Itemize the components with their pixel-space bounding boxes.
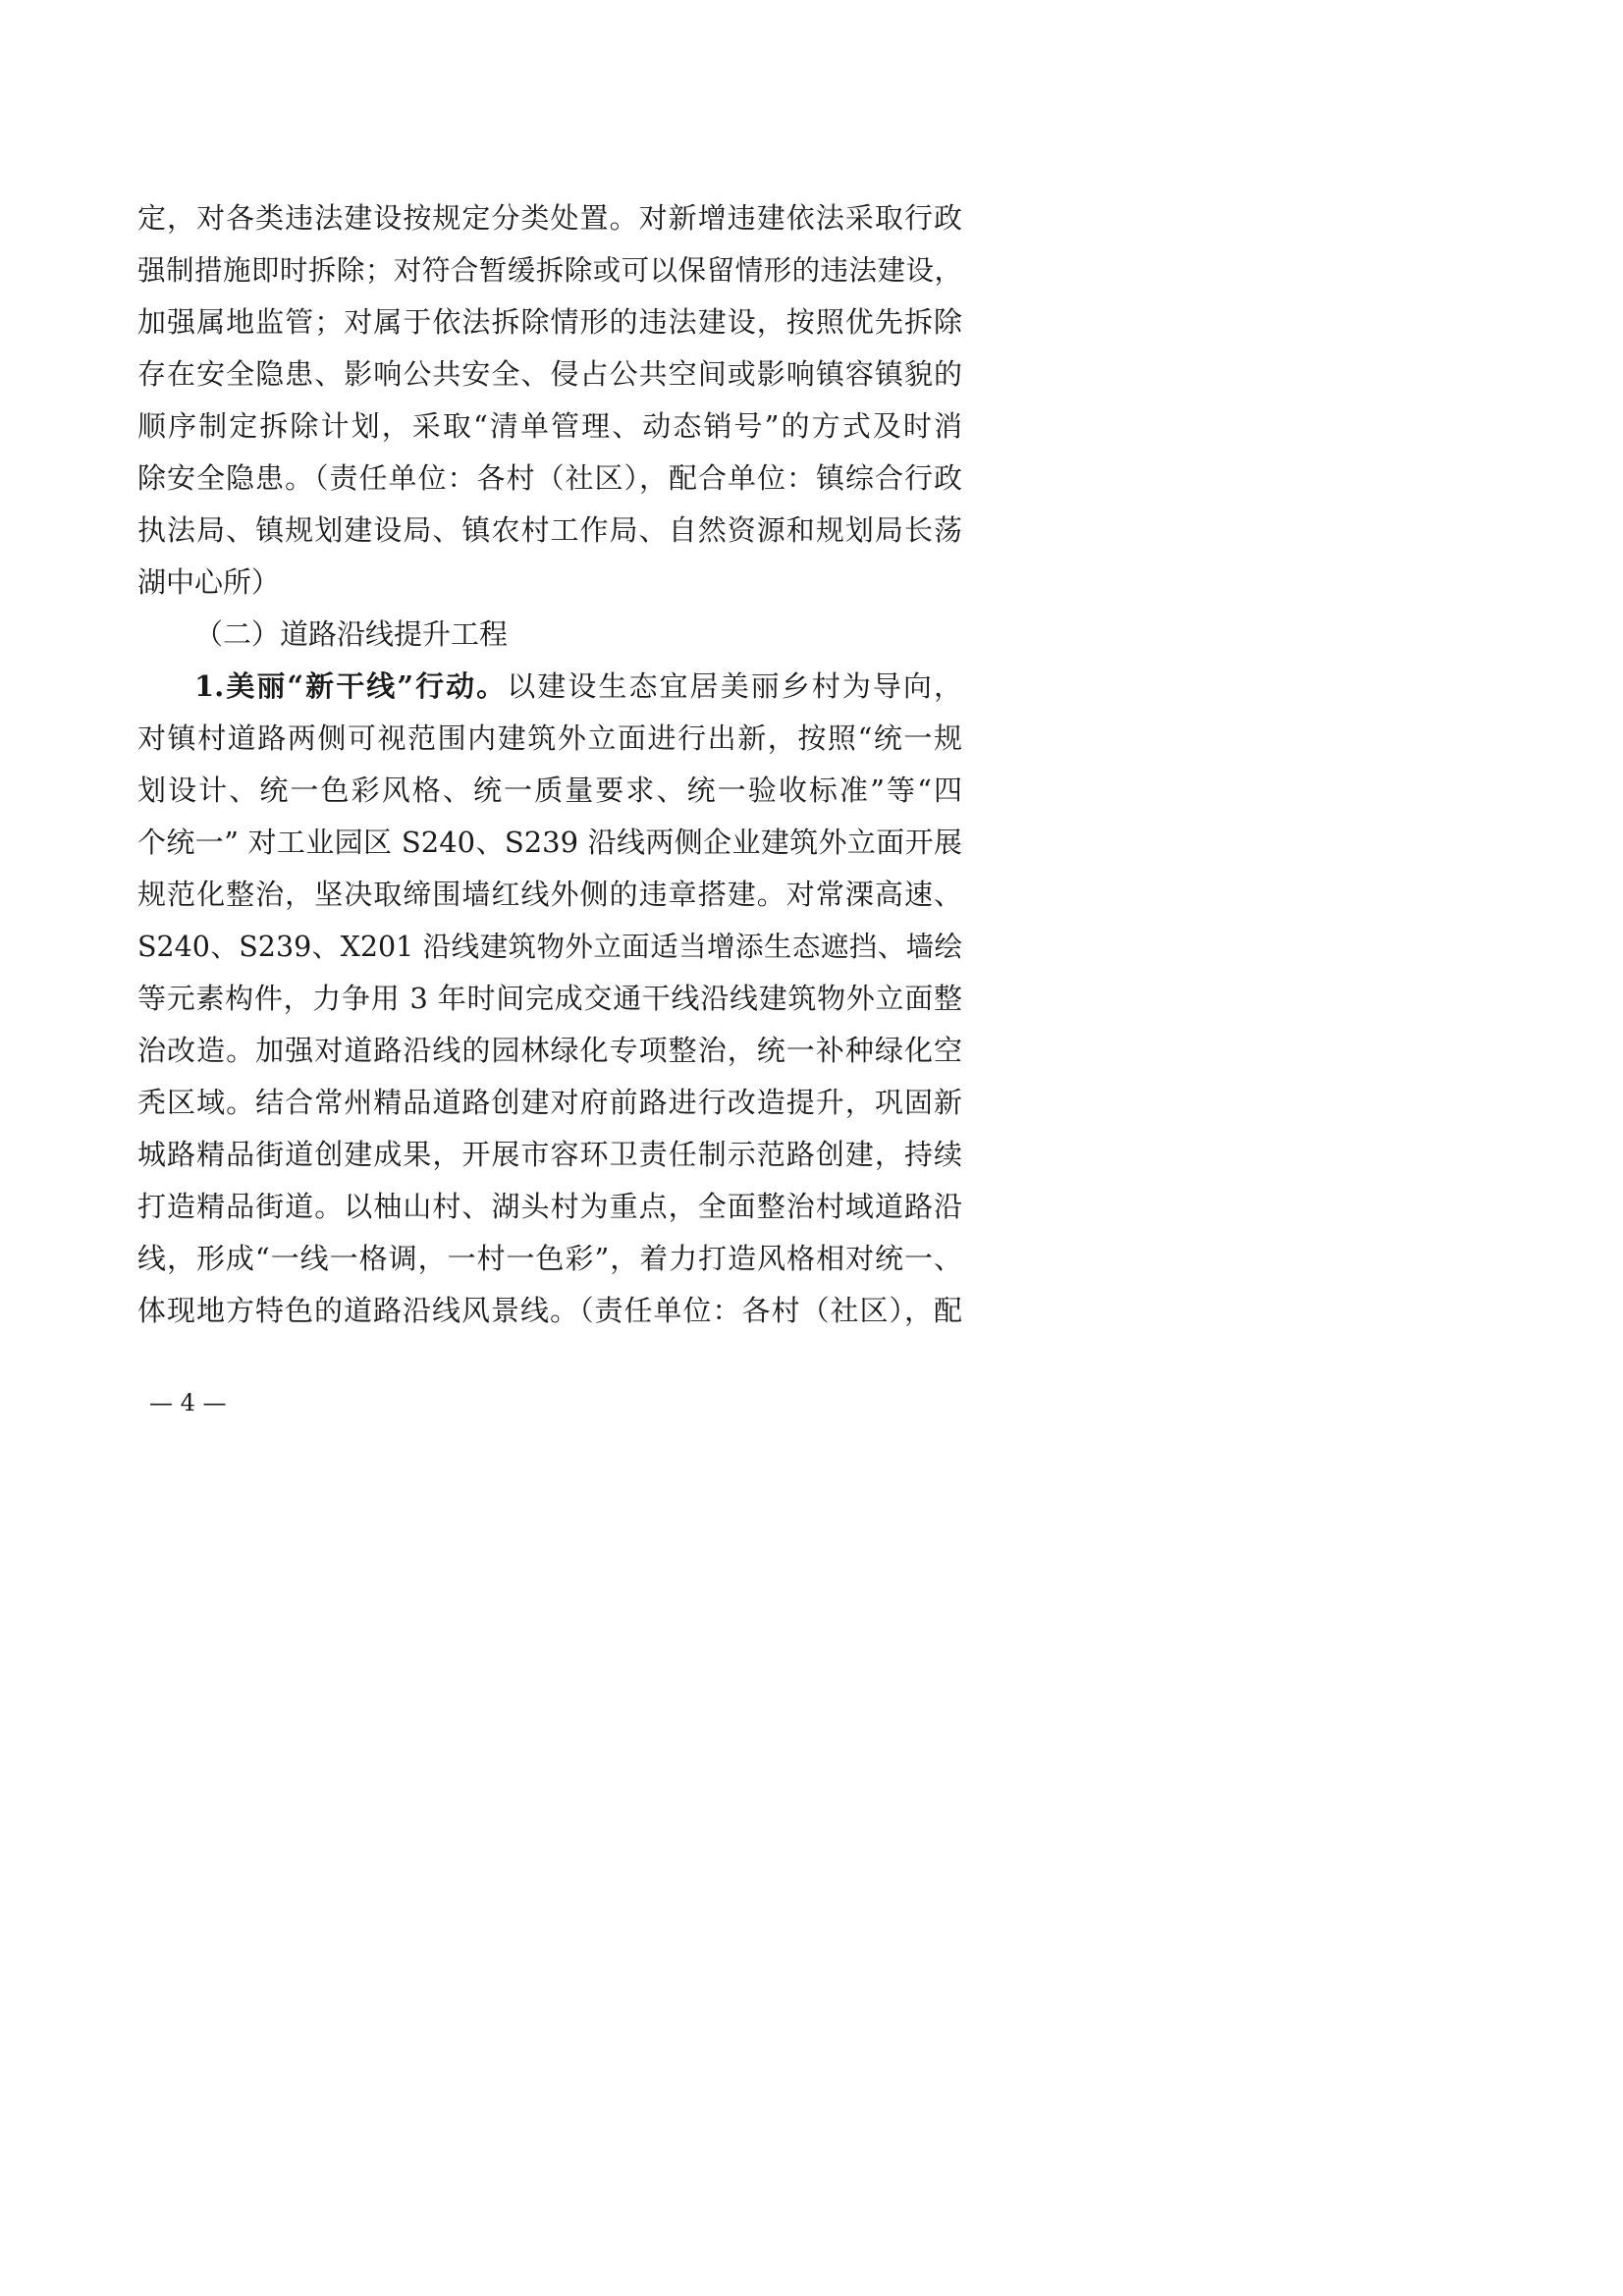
paragraph-title: 1.美丽“新干线”行动。 <box>194 669 508 703</box>
text-line: 加强属地监管；对属于依法拆除情形的违法建设，按照优先拆除 <box>137 305 962 339</box>
text-line: 秃区域。结合常州精品道路创建对府前路进行改造提升，巩固新 <box>137 1086 962 1119</box>
text-line: 规范化整治，坚决取缔围墙红线外侧的违章搭建。对常溧高速、 <box>137 878 962 911</box>
text-line: 体现地方特色的道路沿线风景线。（责任单位：各村（社区），配 <box>137 1294 962 1327</box>
text-line: 个统一” 对工业园区 S240、S239 沿线两侧企业建筑外立面开展 <box>137 826 962 859</box>
text-line: 存在安全隐患、影响公共安全、侵占公共空间或影响镇容镇貌的 <box>137 357 962 391</box>
text-line: 定，对各类违法建设按规定分类处置。对新增违建依法采取行政 <box>137 201 962 235</box>
text-line: 治改造。加强对道路沿线的园林绿化专项整治，统一补种绿化空 <box>137 1034 962 1067</box>
text-line: 湖中心所） <box>137 565 281 599</box>
text-line: 强制措施即时拆除；对符合暂缓拆除或可以保留情形的违法建设， <box>137 254 962 287</box>
text-line: 对镇村道路两侧可视范围内建筑外立面进行出新，按照“统一规 <box>137 721 962 755</box>
document-body <box>137 192 962 1337</box>
paragraph-new-artery-action <box>137 661 962 1337</box>
text-line: 顺序制定拆除计划，采取“清单管理、动态销号”的方式及时消 <box>137 409 962 443</box>
page-number: — 4 — <box>149 1389 227 1416</box>
document-page <box>0 0 1083 1532</box>
text-line: 除安全隐患。（责任单位：各村（社区），配合单位：镇综合行政 <box>137 461 962 495</box>
text-line: 划设计、统一色彩风格、统一质量要求、统一验收标准”等“四 <box>137 774 962 807</box>
text-line: 等元素构件，力争用 3 年时间完成交通干线沿线建筑物外立面整 <box>137 982 962 1015</box>
section-heading: （二）道路沿线提升工程 <box>194 617 509 651</box>
text-line <box>137 661 962 713</box>
text-line: 城路精品街道创建成果，开展市容环卫责任制示范路创建，持续 <box>137 1138 962 1171</box>
text-line: 执法局、镇规划建设局、镇农村工作局、自然资源和规划局长荡 <box>137 513 962 547</box>
text-line: 打造精品街道。以柚山村、湖头村为重点，全面整治村域道路沿 <box>137 1190 962 1223</box>
text-line: 线，形成“一线一格调，一村一色彩”，着力打造风格相对统一、 <box>137 1242 962 1275</box>
text-line: S240、S239、X201 沿线建筑物外立面适当增添生态遮挡、墙绘 <box>137 931 962 963</box>
paragraph-continued <box>137 192 962 609</box>
paragraph-text: 以建设生态宜居美丽乡村为导向， <box>507 669 962 703</box>
